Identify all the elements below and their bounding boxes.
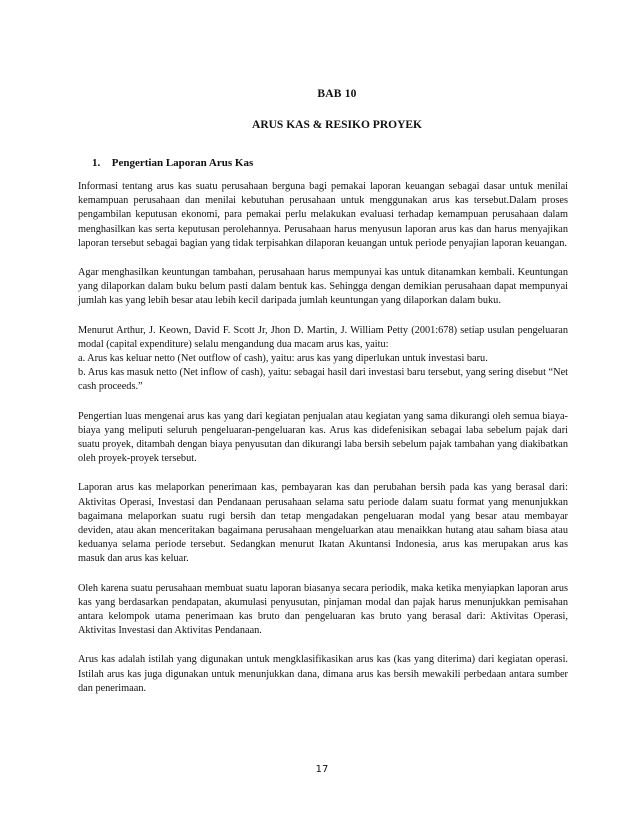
section-heading — [92, 157, 253, 169]
paragraph: Informasi tentang arus kas suatu perusahaan berguna bagi pemakai laporan keuangan sebagai dasar untuk menilai kemampuan perusahaan dan menilai kebutuhan perusahaan untuk menggunakan arus kas tersebut.Dalam proses pengambilan keputusan ekonomi, para pemakai perlu melakukan evaluasi terhadap kemampuan perusahaan dalam menghasilkan kas serta keputusan perolehannya. Perusahaan harus menyusun laporan arus kas dan harus menyajikan laporan tersebut sebagai bagian yang tidak terpisahkan dilaporan keuangan untuk periode penyajian laporan keuangan. — [78, 181, 568, 249]
section-number: 1. — [92, 157, 101, 169]
paragraph: Laporan arus kas melaporkan penerimaan kas, pembayaran kas dan perubahan bersih pada kas yang berasal dari: Aktivitas Operasi, Investasi dan Pendanaan perusahaan selama satu periode dalam suatu format yang menunjukkan bagaimana melaporkan suatu rugi bersih dan tetap mengadakan pengeluaran modal yang besar atau membayar deviden, atau akan menceritakan bagaimana perusahaan mengeluarkan atau menaikkan hutang atau saham biasa atau keduanya selama periode tersebut. Sedangkan menurut Ikatan Akuntansi Indonesia, arus kas merupakan arus kas masuk dan arus kas keluar. — [78, 482, 568, 565]
section-title: Pengertian Laporan Arus Kas — [111, 157, 254, 169]
page-number: 17 — [315, 764, 329, 775]
chapter-label: BAB 10 — [317, 88, 357, 100]
chapter-title: ARUS KAS & RESIKO PROYEK — [252, 119, 422, 131]
paragraph: Agar menghasilkan keuntungan tambahan, perusahaan harus mempunyai kas untuk ditanamkan kembali. Keuntungan yang dilaporkan dalam buku belum pasti dalam bentuk kas. Sehingga dengan demikian perusahaan dapat mempunyai jumlah kas yang lebih besar atau lebih kecil daripada jumlah keuntungan yang dilaporkan dalam buku. — [78, 267, 568, 307]
body-text — [78, 180, 568, 711]
paragraph: Arus kas adalah istilah yang digunakan untuk mengklasifikasikan arus kas (kas yang diterima) dari kegiatan operasi. Istilah arus kas juga digunakan untuk menunjukkan dana, dimana arus kas bersih mewakili perbedaan antara sumber dan penerimaan. — [78, 654, 568, 694]
paragraph: Pengertian luas mengenai arus kas yang dari kegiatan penjualan atau kegiatan yang sama dikurangi oleh semua biaya-biaya yang meliputi seluruh pengeluaran-pengeluaran kas. Arus kas didefenisikan sebagai laba sebelum pajak dari suatu proyek, ditambah dengan biaya penyusutan dan dikurangi laba bersih sebelum pajak tambahan yang diakibatkan oleh proyek-proyek tersebut. — [78, 410, 568, 465]
paragraph: Oleh karena suatu perusahaan membuat suatu laporan biasanya secara periodik, maka ketika menyiapkan laporan arus kas yang berdasarkan pendapatan, akumulasi penyusutan, pinjaman modal dan pajak harus menunjukkan pemisahan antara kelompok utama penerimaan kas bruto dan pengeluaran kas bruto yang berasal dari: Aktivitas Operasi, Aktivitas Investasi dan Aktivitas Pendanaan. — [78, 582, 568, 637]
paragraph: Menurut Arthur, J. Keown, David F. Scott Jr, Jhon D. Martin, J. William Petty (2001:678) setiap usulan pengeluaran modal (capital expenditure) selalu mengandung dua macam arus kas, yaitu: a. Arus kas keluar netto (Net outflow of cash), yaitu: arus kas yang diperlukan untuk investasi baru. b. Arus kas masuk netto (Net inflow of cash), yaitu: sebagai hasil dari investasi baru tersebut, yang sering disebut “Net cash proceeds.” — [78, 324, 568, 393]
